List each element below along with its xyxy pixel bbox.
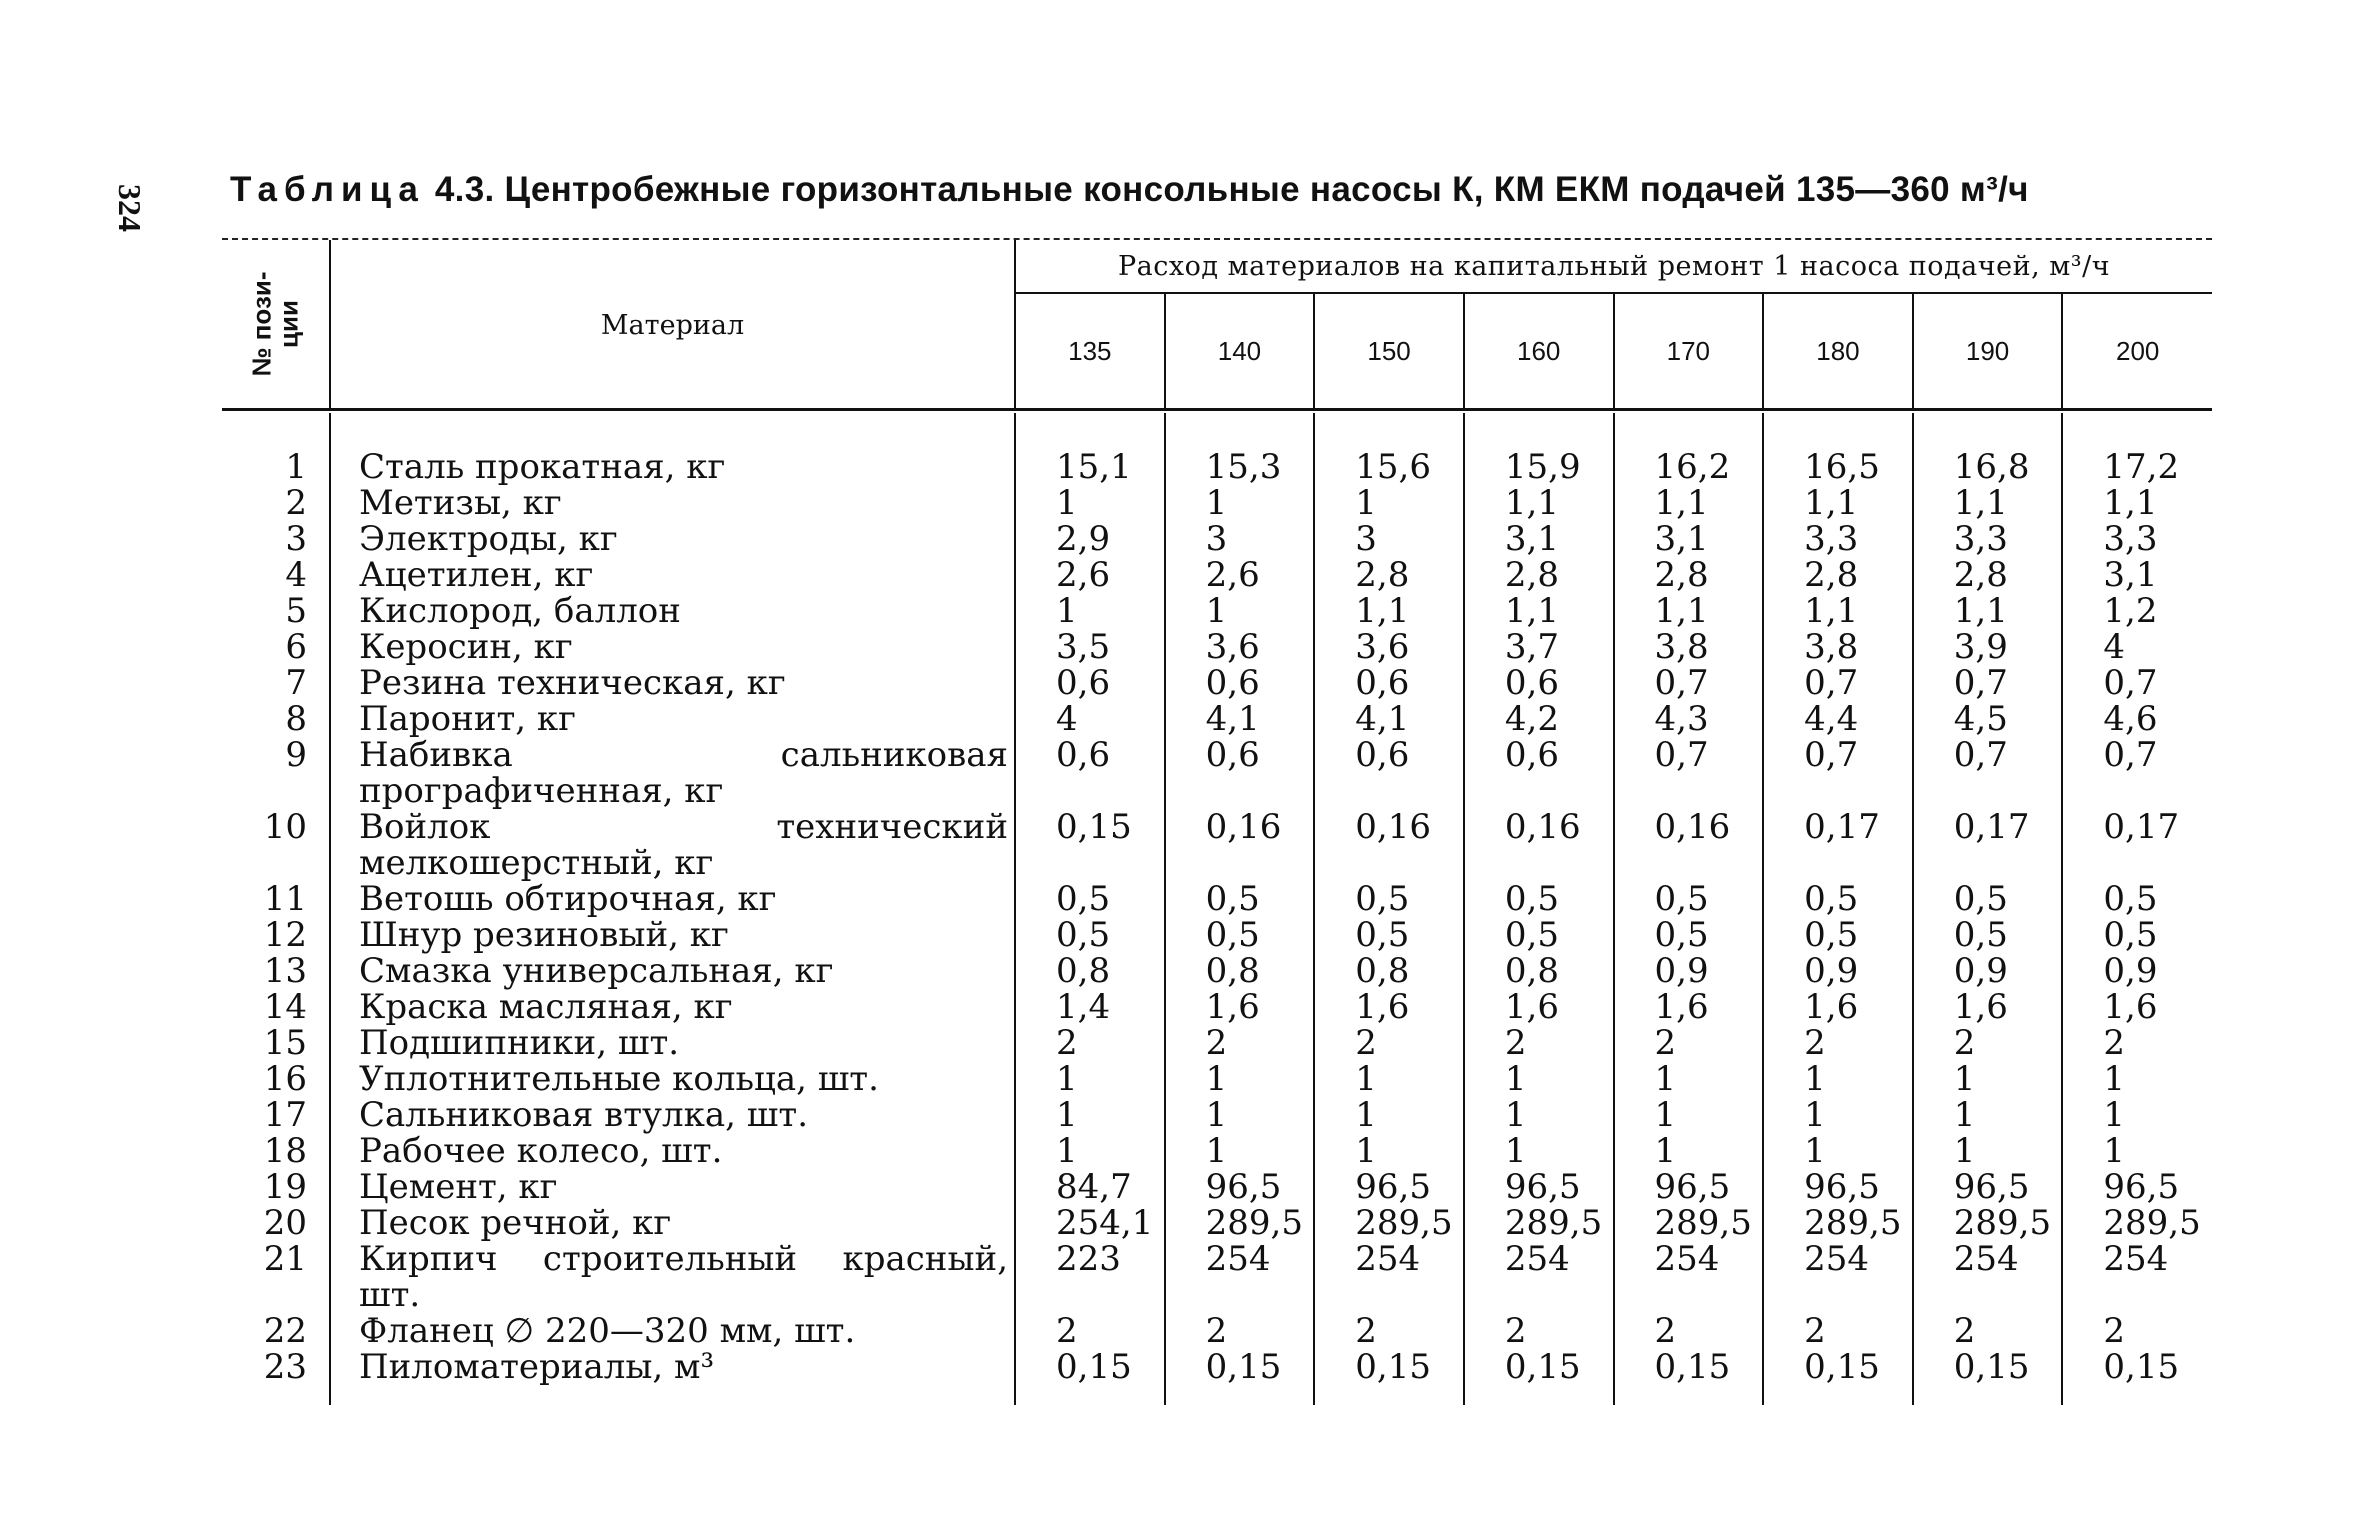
value-cell: 3,8 — [1763, 629, 1913, 665]
value-cell: 2 — [1165, 1025, 1315, 1061]
value-cell: 0,7 — [1913, 665, 2063, 701]
value-cell: 0,5 — [1165, 917, 1315, 953]
flow-column-header: 190 — [1913, 293, 2063, 410]
value-cell: 2 — [1056, 1023, 1078, 1063]
value-cell: 0,16 — [1314, 809, 1464, 881]
value-cell: 289,5 — [2062, 1205, 2212, 1241]
value-cell: 2 — [1614, 1313, 1764, 1349]
value-cell: 254 — [1314, 1241, 1464, 1313]
value-cell: 1 — [1913, 1097, 2063, 1133]
value-cell: 1,1 — [1913, 485, 2063, 521]
material-cell: Метизы, кг — [330, 485, 1015, 521]
material-cell: Ацетилен, кг — [330, 557, 1015, 593]
material-cell: Песок речной, кг — [330, 1205, 1015, 1241]
value-cell: 0,17 — [1763, 809, 1913, 881]
value-cell: 1 — [1314, 1097, 1464, 1133]
value-cell: 2 — [1464, 1313, 1614, 1349]
value-cell: 4 — [2062, 629, 2212, 665]
table-row — [222, 881, 2212, 917]
value-cell: 0,6 — [1464, 665, 1614, 701]
material-cell: Подшипники, шт. — [330, 1025, 1015, 1061]
material-cell: Пиломатериалы, м³ — [330, 1349, 1015, 1385]
position-cell: 9 — [222, 737, 330, 809]
materials-table — [222, 240, 2212, 1405]
position-header-label: № пози- ции — [246, 271, 304, 377]
value-cell: 3,8 — [1614, 629, 1764, 665]
value-cell: 1 — [1056, 1059, 1078, 1099]
flow-column-header: 140 — [1165, 293, 1315, 410]
value-cell: 1 — [1464, 1097, 1614, 1133]
value-cell: 96,5 — [1763, 1169, 1913, 1205]
value-cell: 2 — [2062, 1025, 2212, 1061]
value-cell: 0,5 — [1165, 881, 1315, 917]
value-cell: 1 — [1464, 1061, 1614, 1097]
material-cell: Паронит, кг — [330, 701, 1015, 737]
value-cell: 1 — [2062, 1133, 2212, 1169]
value-cell: 0,8 — [1165, 953, 1315, 989]
value-cell: 1,1 — [1913, 593, 2063, 629]
value-cell: 0,5 — [1763, 917, 1913, 953]
material-cell: Сальниковая втулка, шт. — [330, 1097, 1015, 1133]
value-cell: 1 — [1614, 1097, 1764, 1133]
value-cell: 1 — [1056, 483, 1078, 523]
value-cell: 2,6 — [1056, 555, 1111, 595]
value-cell: 1 — [2062, 1061, 2212, 1097]
value-cell: 16,8 — [1913, 449, 2063, 485]
value-cell: 2 — [1056, 1311, 1078, 1351]
position-cell: 2 — [222, 485, 330, 521]
value-cell: 0,15 — [1614, 1349, 1764, 1385]
value-cell: 1 — [1913, 1061, 2063, 1097]
material-cell: Смазка универсальная, кг — [330, 953, 1015, 989]
value-cell: 289,5 — [1464, 1205, 1614, 1241]
value-cell: 0,15 — [1464, 1349, 1614, 1385]
value-cell: 4,1 — [1165, 701, 1315, 737]
material-cell: Резина техническая, кг — [330, 665, 1015, 701]
value-cell: 96,5 — [1464, 1169, 1614, 1205]
value-cell: 0,5 — [1314, 917, 1464, 953]
value-cell: 1,1 — [1763, 485, 1913, 521]
position-cell: 15 — [222, 1025, 330, 1061]
value-cell: 2 — [1913, 1313, 2063, 1349]
value-cell: 96,5 — [2062, 1169, 2212, 1205]
value-cell: 1 — [1165, 1097, 1315, 1133]
value-cell: 1,6 — [1464, 989, 1614, 1025]
value-cell: 1 — [1056, 591, 1078, 631]
value-cell: 2,9 — [1056, 519, 1111, 559]
position-cell: 3 — [222, 521, 330, 557]
table-row — [222, 665, 2212, 701]
value-cell: 0,7 — [2062, 665, 2212, 701]
value-cell: 3,6 — [1314, 629, 1464, 665]
value-cell: 1,6 — [1763, 989, 1913, 1025]
table-row — [222, 1349, 2212, 1385]
value-cell: 0,16 — [1614, 809, 1764, 881]
value-cell: 2 — [1614, 1025, 1764, 1061]
value-cell: 15,9 — [1464, 449, 1614, 485]
position-cell: 14 — [222, 989, 330, 1025]
material-cell: Кирпич строительный красный, шт. — [330, 1241, 1015, 1313]
value-cell: 2 — [1165, 1313, 1315, 1349]
value-cell: 0,5 — [1056, 915, 1111, 955]
value-cell: 1 — [1056, 1131, 1078, 1171]
material-cell: Цемент, кг — [330, 1169, 1015, 1205]
position-cell: 21 — [222, 1241, 330, 1313]
value-cell: 1,1 — [1763, 593, 1913, 629]
table-row — [222, 1025, 2212, 1061]
value-cell: 1,6 — [1314, 989, 1464, 1025]
value-cell: 3,1 — [1614, 521, 1764, 557]
value-cell: 0,5 — [1614, 881, 1764, 917]
table-row — [222, 953, 2212, 989]
value-cell: 289,5 — [1913, 1205, 2063, 1241]
table-row — [222, 701, 2212, 737]
value-cell: 1,6 — [2062, 989, 2212, 1025]
value-cell: 0,5 — [1763, 881, 1913, 917]
value-cell: 2,8 — [1913, 557, 2063, 593]
value-cell: 1 — [1165, 1133, 1315, 1169]
table-row — [222, 1061, 2212, 1097]
value-cell: 1 — [1314, 1133, 1464, 1169]
flow-column-header: 150 — [1314, 293, 1464, 410]
value-cell: 1,6 — [1165, 989, 1315, 1025]
value-cell: 0,15 — [1056, 807, 1132, 847]
flow-column-header: 200 — [2062, 293, 2212, 410]
value-cell: 15,3 — [1165, 449, 1315, 485]
value-cell: 1 — [1165, 1061, 1315, 1097]
value-cell: 0,17 — [2062, 809, 2212, 881]
value-cell: 254 — [1464, 1241, 1614, 1313]
value-cell: 1 — [1763, 1097, 1913, 1133]
value-cell: 0,5 — [2062, 917, 2212, 953]
value-cell: 0,15 — [1763, 1349, 1913, 1385]
flow-column-header: 180 — [1763, 293, 1913, 410]
value-cell: 0,15 — [2062, 1349, 2212, 1385]
material-cell: Рабочее колесо, шт. — [330, 1133, 1015, 1169]
value-cell: 2 — [1464, 1025, 1614, 1061]
value-cell: 1 — [1165, 593, 1315, 629]
position-cell: 17 — [222, 1097, 330, 1133]
value-cell: 1,4 — [1056, 987, 1111, 1027]
value-cell: 0,7 — [1614, 737, 1764, 809]
value-cell: 254,1 — [1056, 1203, 1154, 1243]
position-cell: 22 — [222, 1313, 330, 1349]
table-row — [222, 1241, 2212, 1313]
value-cell: 4,4 — [1763, 701, 1913, 737]
value-cell: 16,2 — [1614, 449, 1764, 485]
position-cell: 1 — [222, 449, 330, 485]
value-cell: 3,6 — [1165, 629, 1315, 665]
value-cell: 1,1 — [1614, 485, 1764, 521]
table-row — [222, 521, 2212, 557]
value-cell: 254 — [2062, 1241, 2212, 1313]
value-cell: 0,6 — [1056, 735, 1111, 775]
value-cell: 2 — [1913, 1025, 2063, 1061]
position-cell: 13 — [222, 953, 330, 989]
flow-column-header: 135 — [1068, 335, 1112, 366]
value-cell: 254 — [1913, 1241, 2063, 1313]
value-cell: 16,5 — [1763, 449, 1913, 485]
value-cell: 254 — [1165, 1241, 1315, 1313]
value-cell: 1 — [1056, 1095, 1078, 1135]
position-cell: 16 — [222, 1061, 330, 1097]
value-cell: 0,5 — [1913, 881, 2063, 917]
value-cell: 0,6 — [1165, 665, 1315, 701]
value-cell: 96,5 — [1165, 1169, 1315, 1205]
table-row — [222, 989, 2212, 1025]
value-cell: 15,1 — [1056, 447, 1132, 487]
value-cell: 84,7 — [1056, 1167, 1132, 1207]
value-cell: 1 — [1614, 1133, 1764, 1169]
value-cell: 4,1 — [1314, 701, 1464, 737]
value-cell: 96,5 — [1913, 1169, 2063, 1205]
value-cell: 0,16 — [1464, 809, 1614, 881]
value-cell: 1,2 — [2062, 593, 2212, 629]
material-cell: Краска масляная, кг — [330, 989, 1015, 1025]
position-header — [222, 240, 330, 410]
value-cell: 0,5 — [1056, 879, 1111, 919]
position-cell: 19 — [222, 1169, 330, 1205]
material-cell: Сталь прокатная, кг — [330, 449, 1015, 485]
value-cell: 0,15 — [1165, 1349, 1315, 1385]
value-cell: 0,6 — [1314, 665, 1464, 701]
material-cell: Фланец ∅ 220—320 мм, шт. — [330, 1313, 1015, 1349]
value-cell: 1 — [1165, 485, 1315, 521]
value-cell: 0,7 — [2062, 737, 2212, 809]
value-cell: 96,5 — [1614, 1169, 1764, 1205]
material-cell: Набивка сальниковая прографиченная, кг — [330, 737, 1015, 809]
value-cell: 1 — [2062, 1097, 2212, 1133]
material-cell: Уплотнительные кольца, шт. — [330, 1061, 1015, 1097]
value-cell: 4,3 — [1614, 701, 1764, 737]
value-cell: 2 — [1763, 1025, 1913, 1061]
value-cell: 2 — [1314, 1025, 1464, 1061]
table-row — [222, 629, 2212, 665]
value-cell: 96,5 — [1314, 1169, 1464, 1205]
value-cell: 0,7 — [1763, 665, 1913, 701]
value-cell: 0,15 — [1913, 1349, 2063, 1385]
value-cell: 1,1 — [1614, 593, 1764, 629]
value-cell: 15,6 — [1314, 449, 1464, 485]
value-cell: 3,3 — [1763, 521, 1913, 557]
table-row — [222, 557, 2212, 593]
consumption-group-header: Расход материалов на капитальный ремонт 1 насоса подачей, м³/ч — [1015, 240, 2212, 293]
table-row — [222, 737, 2212, 809]
table-body — [222, 449, 2212, 1405]
value-cell: 1 — [1314, 485, 1464, 521]
value-cell: 0,6 — [1314, 737, 1464, 809]
value-cell: 4,6 — [2062, 701, 2212, 737]
position-cell: 20 — [222, 1205, 330, 1241]
value-cell: 3,3 — [2062, 521, 2212, 557]
value-cell: 2 — [1314, 1313, 1464, 1349]
value-cell: 17,2 — [2062, 449, 2212, 485]
value-cell: 1 — [1763, 1133, 1913, 1169]
value-cell: 1,6 — [1614, 989, 1764, 1025]
value-cell: 0,8 — [1056, 951, 1111, 991]
value-cell: 4,5 — [1913, 701, 2063, 737]
value-cell: 4 — [1056, 699, 1078, 739]
value-cell: 0,5 — [1314, 881, 1464, 917]
table-row — [222, 1313, 2212, 1349]
value-cell: 0,8 — [1314, 953, 1464, 989]
material-cell: Керосин, кг — [330, 629, 1015, 665]
table-title — [230, 170, 2029, 210]
value-cell: 0,8 — [1464, 953, 1614, 989]
table-row — [222, 1169, 2212, 1205]
value-cell: 254 — [1763, 1241, 1913, 1313]
value-cell: 289,5 — [1165, 1205, 1315, 1241]
value-cell: 289,5 — [1763, 1205, 1913, 1241]
value-cell: 0,17 — [1913, 809, 2063, 881]
value-cell: 3,5 — [1056, 627, 1111, 667]
value-cell: 3,3 — [1913, 521, 2063, 557]
value-cell: 289,5 — [1314, 1205, 1464, 1241]
position-cell: 5 — [222, 593, 330, 629]
value-cell: 0,7 — [1913, 737, 2063, 809]
material-cell: Электроды, кг — [330, 521, 1015, 557]
value-cell: 0,9 — [1763, 953, 1913, 989]
table-row — [222, 1097, 2212, 1133]
position-cell: 8 — [222, 701, 330, 737]
value-cell: 4,2 — [1464, 701, 1614, 737]
value-cell: 0,5 — [1913, 917, 2063, 953]
table-row — [222, 1133, 2212, 1169]
value-cell: 1 — [1913, 1133, 2063, 1169]
value-cell: 1,6 — [1913, 989, 2063, 1025]
value-cell: 2 — [1763, 1313, 1913, 1349]
table-row — [222, 593, 2212, 629]
value-cell: 3 — [1165, 521, 1315, 557]
value-cell: 0,5 — [1614, 917, 1764, 953]
value-cell: 1 — [1614, 1061, 1764, 1097]
position-cell: 12 — [222, 917, 330, 953]
table-row — [222, 1205, 2212, 1241]
position-cell: 4 — [222, 557, 330, 593]
table-row — [222, 485, 2212, 521]
value-cell: 0,5 — [1464, 917, 1614, 953]
value-cell: 3 — [1314, 521, 1464, 557]
value-cell: 223 — [1056, 1239, 1121, 1279]
value-cell: 3,1 — [1464, 521, 1614, 557]
table-title-text: 4.3. Центробежные горизонтальные консольные насосы К, КМ ЕКМ подачей 135—360 м³/ч — [434, 170, 2029, 209]
value-cell: 1,1 — [1464, 593, 1614, 629]
value-cell: 0,6 — [1165, 737, 1315, 809]
table-title-prefix: Таблица — [230, 170, 425, 209]
value-cell: 0,15 — [1314, 1349, 1464, 1385]
value-cell: 0,7 — [1614, 665, 1764, 701]
value-cell: 3,7 — [1464, 629, 1614, 665]
position-cell: 6 — [222, 629, 330, 665]
table-row — [222, 917, 2212, 953]
value-cell: 289,5 — [1614, 1205, 1764, 1241]
value-cell: 2,8 — [1763, 557, 1913, 593]
value-cell: 1,1 — [1464, 485, 1614, 521]
value-cell: 2,8 — [1614, 557, 1764, 593]
flow-column-header: 160 — [1464, 293, 1614, 410]
value-cell: 1 — [1763, 1061, 1913, 1097]
position-cell: 10 — [222, 809, 330, 881]
table-row — [222, 809, 2212, 881]
flow-column-header: 170 — [1614, 293, 1764, 410]
position-cell: 11 — [222, 881, 330, 917]
value-cell: 1,1 — [2062, 485, 2212, 521]
value-cell: 3,1 — [2062, 557, 2212, 593]
position-cell: 18 — [222, 1133, 330, 1169]
value-cell: 0,7 — [1763, 737, 1913, 809]
material-cell: Кислород, баллон — [330, 593, 1015, 629]
value-cell: 0,6 — [1464, 737, 1614, 809]
value-cell: 1 — [1314, 1061, 1464, 1097]
value-cell: 0,9 — [1614, 953, 1764, 989]
material-header: Материал — [330, 240, 1015, 410]
value-cell: 1,1 — [1314, 593, 1464, 629]
value-cell: 3,9 — [1913, 629, 2063, 665]
material-cell: Шнур резиновый, кг — [330, 917, 1015, 953]
value-cell: 0,9 — [1913, 953, 2063, 989]
value-cell: 0,16 — [1165, 809, 1315, 881]
position-cell: 23 — [222, 1349, 330, 1385]
value-cell: 2,8 — [1314, 557, 1464, 593]
material-cell: Войлок технический мелкошерстный, кг — [330, 809, 1015, 881]
page-number: 324 — [112, 184, 148, 232]
value-cell: 0,5 — [1464, 881, 1614, 917]
value-cell: 254 — [1614, 1241, 1764, 1313]
value-cell: 2,6 — [1165, 557, 1315, 593]
value-cell: 0,15 — [1056, 1347, 1132, 1387]
value-cell: 0,5 — [2062, 881, 2212, 917]
value-cell: 0,9 — [2062, 953, 2212, 989]
value-cell: 2 — [2062, 1313, 2212, 1349]
value-cell: 0,6 — [1056, 663, 1111, 703]
value-cell: 2,8 — [1464, 557, 1614, 593]
material-cell: Ветошь обтирочная, кг — [330, 881, 1015, 917]
table-row — [222, 449, 2212, 485]
value-cell: 1 — [1464, 1133, 1614, 1169]
position-cell: 7 — [222, 665, 330, 701]
